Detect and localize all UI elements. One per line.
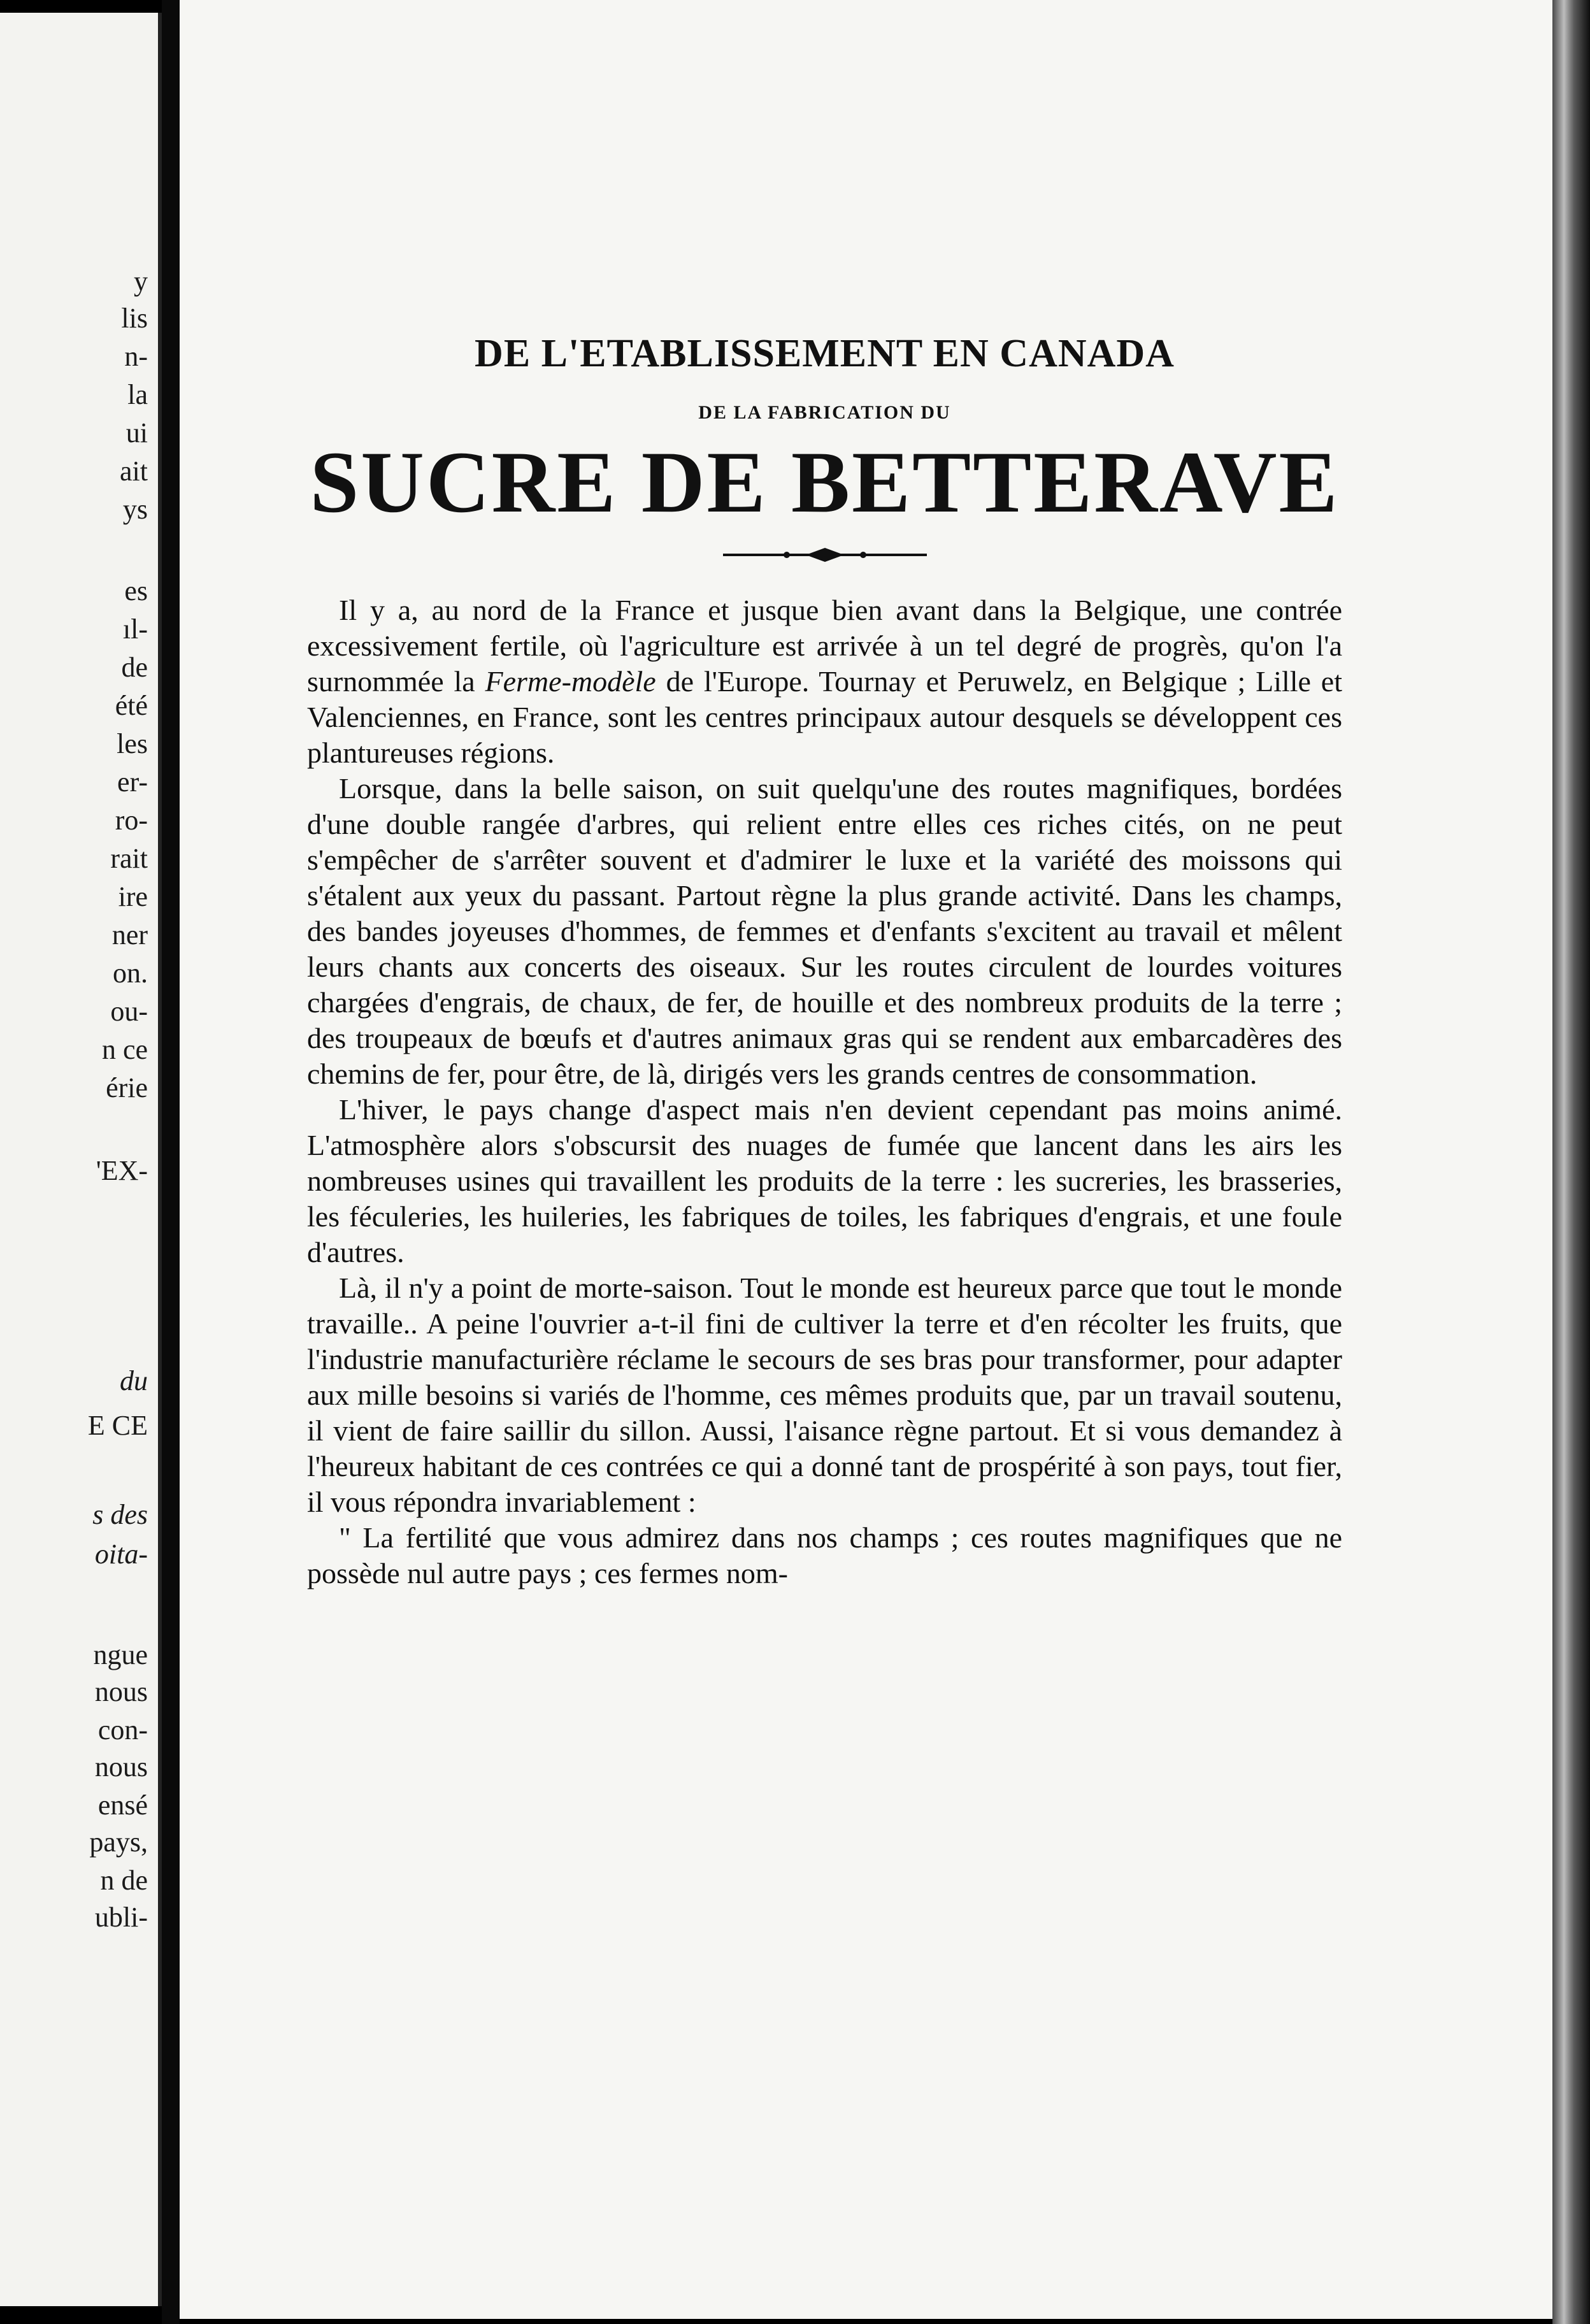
left-page-fragment: de — [121, 652, 148, 683]
paragraph-1-text-end: de l'Europe. Tournay et Peruwelz, en Belgique ; Lille et Valenciennes, en France, sont les centres principaux autour desquels se développent ces plantureuses régions. — [307, 664, 1342, 769]
left-page-fragment: ubli- — [94, 1902, 148, 1933]
main-page — [180, 0, 1552, 2319]
title-line-2: DE LA FABRICATION DU — [698, 402, 951, 423]
title-line-1: DE L'ETABLISSEMENT EN CANADA — [475, 332, 1175, 375]
left-page-fragment: ui — [125, 417, 148, 448]
left-page-fragment: con- — [97, 1714, 148, 1746]
left-page-fragment: ngue — [93, 1639, 148, 1670]
title-line-3: SUCRE DE BETTERAVE — [310, 433, 1340, 531]
paragraph-4: Là, il n'y a point de morte-saison. Tout le monde est heureux parce que tout le monde travaille.. A peine l'ouvrier a-t-il fini de cultiver la terre et d'en récolter les fruits, que l'industrie manufacturière réclame le secours de ses bras pour transformer, pour adapter aux mille besoins si variés de l'homme, ces mêmes produits que, par un travail soutenu, il vient de faire saillir du sillon. Aussi, l'aisance règne partout. Et si vous demandez à l'heureux habitant de ces contrées ce qui a donné tant de prospérité à son pays, tout fier, il vous répondra invariablement : — [307, 1271, 1342, 1518]
left-page-margin — [0, 13, 162, 2306]
paragraph-1-text: Il y a, au nord de la France et jusque bien avant dans la Belgique, une contrée excessivement fertile, où l'agriculture est arrivée à un tel degré de progrès, qu'on l'a surnommée la — [307, 593, 1342, 698]
left-page-fragment: érie — [106, 1072, 148, 1103]
left-page-fragment: nous — [94, 1751, 148, 1782]
left-page-fragment: nous — [94, 1676, 148, 1707]
left-page-fragment: n ce — [101, 1034, 148, 1065]
text-block — [307, 331, 1342, 1591]
ornament-rule-icon — [723, 545, 927, 564]
left-page-fragment: rait — [110, 843, 148, 874]
left-page-fragment: ro- — [115, 805, 148, 836]
paragraph-1-italic: Ferme-modèle — [485, 664, 656, 698]
left-page-fragment: ire — [118, 881, 148, 912]
left-page-fragment: du — [120, 1365, 148, 1396]
left-page-fragment: E CE — [87, 1410, 148, 1441]
paragraph-5: " La fertilité que vous admirez dans nos champs ; ces routes magnifiques que ne possède nul autre pays ; ces fermes nom- — [307, 1521, 1342, 1589]
left-page-fragment: y — [134, 266, 148, 297]
left-page-fragment: es — [124, 575, 148, 606]
left-page-fragment: ensé — [97, 1790, 148, 1821]
book-gutter — [162, 0, 180, 2324]
left-page-fragment: ait — [120, 455, 148, 487]
left-page-fragment: lis — [121, 303, 148, 334]
left-page-fragment: la — [127, 379, 148, 410]
left-page-fragment: on. — [113, 958, 148, 989]
left-page-fragment: ou- — [110, 996, 148, 1027]
left-page-fragment: n- — [124, 341, 148, 372]
paragraph-3: L'hiver, le pays change d'aspect mais n'en devient cependant pas moins animé. L'atmosphère alors s'obscursit des nuages de fumée que lancent dans les airs les nombreuses usines qui travaillent les produits de la terre : les sucreries, les brasseries, les féculeries, les huileries, les fabriques de toiles, les fabriques d'engrais, et une foule d'autres. — [307, 1093, 1342, 1268]
paragraph-2: Lorsque, dans la belle saison, on suit quelqu'une des routes magnifiques, bordées d'une double rangée d'arbres, qui relient entre elles ces riches cités, on ne peut s'empêcher de s'arrêter souvent et d'admirer le luxe et la variété des moissons qui s'étalent aux yeux du passant. Partout règne la plus grande activité. Dans les champs, des bandes joyeuses d'hommes, de femmes et d'enfants s'excitent au travail et mêlent leurs chants aux concerts des oiseaux. Sur les routes circulent de lourdes voitures chargées d'engrais, de chaux, de fer, de houille et des nombreux produits de la terre ; des troupeaux de bœufs et d'autres animaux gras qui se rendent aux embarcadères des chemins de fer, pour être, de là, dirigés vers les grands centres de consommation. — [307, 771, 1342, 1090]
left-page-fragment: les — [117, 728, 148, 759]
paragraph-1 — [307, 592, 1342, 771]
left-page-fragment: ys — [122, 494, 148, 525]
left-page-fragment: er- — [117, 766, 148, 798]
left-page-fragment: 'EX- — [96, 1155, 148, 1186]
left-page-fragment: s des — [92, 1499, 148, 1530]
left-page-fragment: ıl- — [122, 613, 148, 645]
left-page-fragment: n de — [100, 1865, 148, 1896]
left-page-fragment: oita- — [94, 1539, 148, 1570]
left-page-fragment: été — [115, 690, 148, 721]
page-edge — [1552, 0, 1590, 2324]
left-page-fragment: pays, — [89, 1826, 148, 1858]
left-page-fragment: ner — [111, 919, 148, 950]
